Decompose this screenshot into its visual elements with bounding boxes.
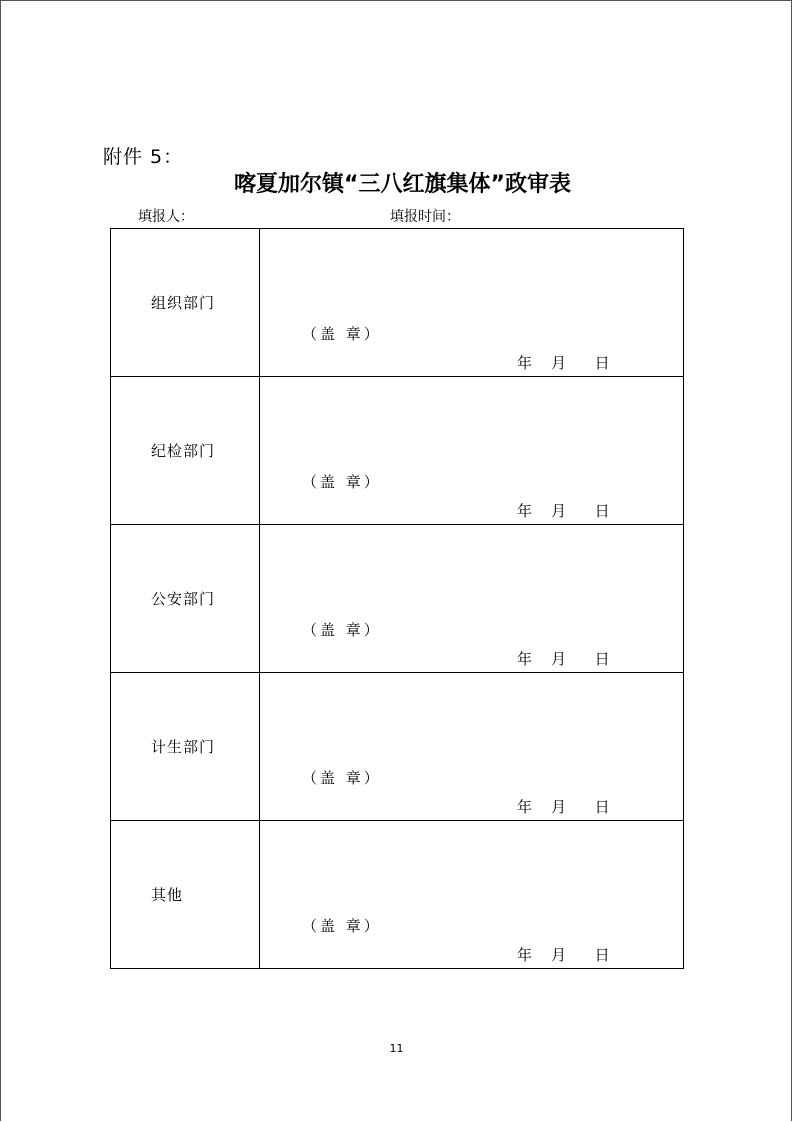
department-cell [111, 525, 260, 673]
department-name: 其他 [151, 886, 184, 904]
table-row [111, 525, 684, 673]
department-name: 组织部门 [151, 294, 216, 312]
attachment-label: 附件 5： [103, 146, 184, 168]
table-row [111, 229, 684, 377]
department-cell [111, 377, 260, 525]
document-title: 喀夏加尔镇“三八红旗集体”政审表 [234, 172, 571, 197]
review-table [110, 228, 684, 969]
department-name: 计生部门 [151, 738, 216, 756]
table-row [111, 821, 684, 969]
date-line: 年 月 日 [517, 946, 610, 964]
date-line: 年 月 日 [517, 650, 610, 668]
page-number: 11 [389, 1042, 404, 1055]
date-line: 年 月 日 [517, 502, 610, 520]
seal-label: （盖 章） [302, 917, 382, 935]
opinion-cell[interactable] [260, 525, 684, 673]
department-name: 纪检部门 [151, 442, 216, 460]
seal-label: （盖 章） [302, 325, 382, 343]
table-row [111, 377, 684, 525]
fill-time-label: 填报时间： [390, 209, 460, 225]
department-name: 公安部门 [151, 590, 216, 608]
opinion-cell[interactable] [260, 229, 684, 377]
opinion-cell[interactable] [260, 377, 684, 525]
seal-label: （盖 章） [302, 621, 382, 639]
date-line: 年 月 日 [517, 798, 610, 816]
seal-label: （盖 章） [302, 769, 382, 787]
opinion-cell[interactable] [260, 821, 684, 969]
department-cell [111, 229, 260, 377]
department-cell [111, 821, 260, 969]
seal-label: （盖 章） [302, 473, 382, 491]
filler-label: 填报人： [138, 209, 194, 225]
department-cell [111, 673, 260, 821]
table-row [111, 673, 684, 821]
date-line: 年 月 日 [517, 354, 610, 372]
opinion-cell[interactable] [260, 673, 684, 821]
